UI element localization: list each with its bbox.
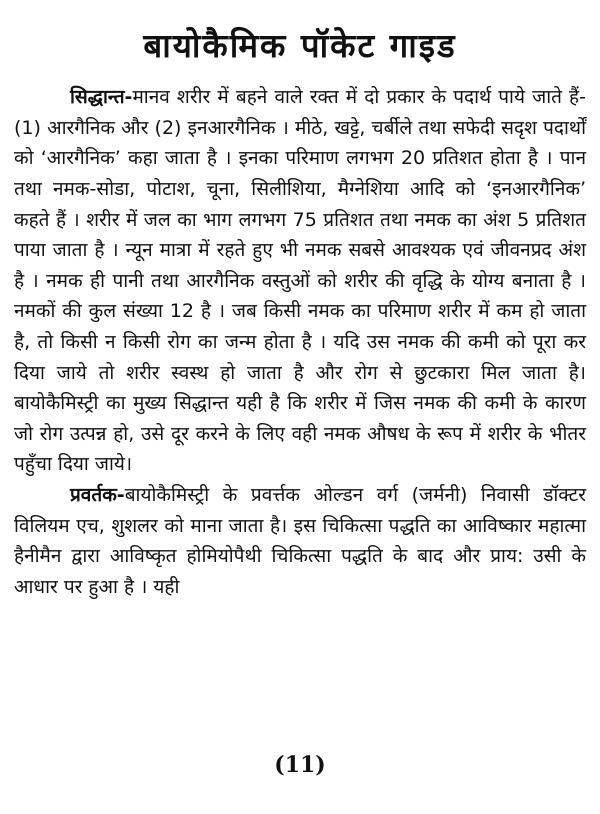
paragraph-founder bbox=[14, 480, 586, 602]
founder-text: बायोकैमिस्ट्री के प्रवर्त्तक ओल्डन वर्ग (जर्मनी) निवासी डॉक्टर विलियम एच, शुशलर को माना जाता है। इस चिकित्सा पद्धति का आविष्कार महात्मा हैनीमैन द्वारा आविष्कृत होमियोपैथी चिकित्सा पद्धति के बाद और प्राय: उसी के आधार पर हुआ है । यही bbox=[14, 484, 586, 598]
paragraph-principle bbox=[14, 82, 586, 480]
founder-heading: प्रवर्तक- bbox=[70, 484, 125, 507]
principle-text: मानव शरीर में बहने वाले रक्त में दो प्रकार के पदार्थ पाये जाते हैं-(1) आरगैनिक और (2) इनआरगैनिक । मीठे, खट्टे, चर्बीले तथा सफेदी सदृश पदार्थों को ‘आरगैनिक’ कहा जाता है । इनका परिमाण लगभग 20 प्रतिशत होता है । पान तथा नमक-सोडा, पोटाश, चूना, सिलीशिया, मैग्नेशिया आदि को ‘इनआरगैनिक’ कहते हैं । शरीर में जल का भाग लगभग 75 प्रतिशत तथा नमक का अंश 5 प्रतिशत पाया जाता है । न्यून मात्रा में रहते हुए भी नमक सबसे आवश्यक एवं जीवनप्रद अंश है । नमक ही पानी तथा आरगैनिक वस्तुओं को शरीर की वृद्धि के योग्य बनाता है । नमकों की कुल संख्या 12 है । जब किसी नमक का परिमाण शरीर में कम हो जाता है, तो किसी न किसी रोग का जन्म होता है । यदि उस नमक की कमी को पूरा कर दिया जाये तो शरीर स्वस्थ हो जाता है और रोग से छुटकारा मिल जाता है। बायोकैमिस्ट्री का मुख्य सिद्धान्त यही है कि शरीर में जिस नमक की कमी के कारण जो रोग उत्पन्न हो, उसे दूर करने के लिए वही नमक औषध के रूप में शरीर के भीतर पहुँचा दिया जाये। bbox=[14, 86, 586, 476]
principle-heading: सिद्धान्त- bbox=[70, 86, 133, 109]
page-title: बायोकैमिक पॉकेट गाइड bbox=[143, 26, 457, 65]
page-number: (11) bbox=[274, 752, 326, 778]
